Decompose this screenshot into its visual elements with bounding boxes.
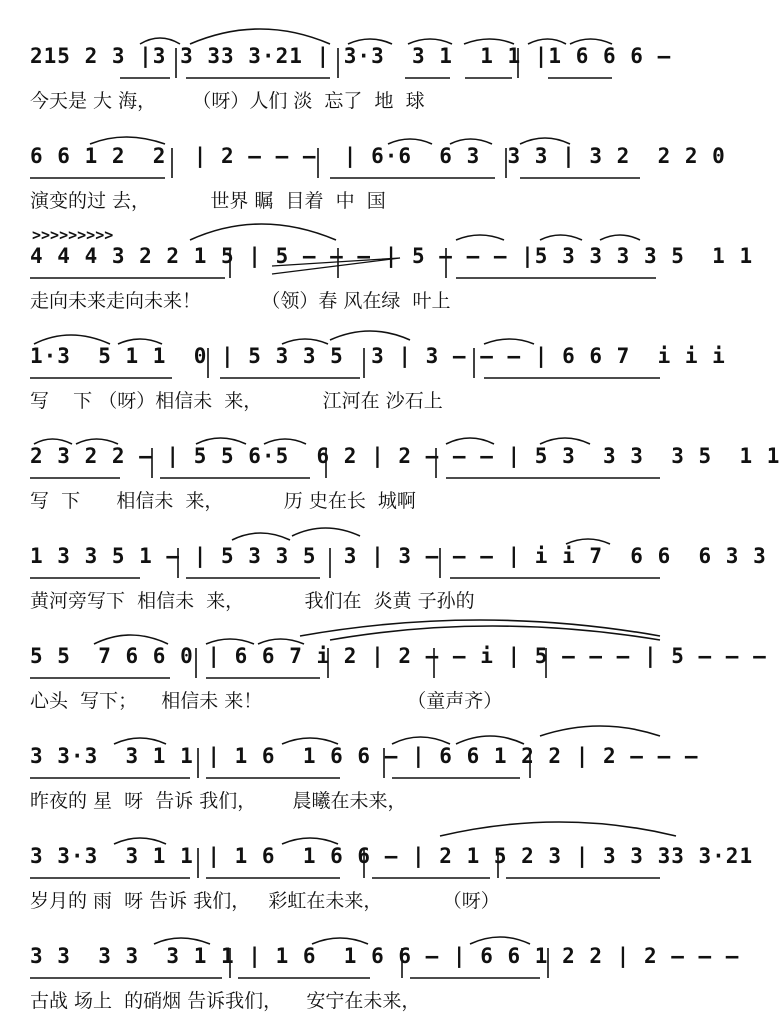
notes-line: 3 3·3 3 1 1 | 1 6 1 6 6 — | 6 6 1 2 2 | 2 — — —: [30, 744, 699, 768]
score-row-9: [0, 800, 754, 912]
lyric-line: 今天是 大 海， （呀）人们 淡 忘了 地 球: [30, 90, 425, 112]
score-row-10: [0, 900, 740, 1012]
lyric-line: 黄河旁写下 相信未 来， 我们在 炎黄 子孙的: [30, 590, 475, 612]
score-row-3: [0, 200, 754, 312]
score-row-8: [0, 700, 700, 812]
lyric-line: 昨夜的 星 呀 告诉 我们， 晨曦在未来，: [30, 790, 407, 812]
lyric-line: 心头 写下； 相信未 来！ （童声齐）: [30, 690, 503, 712]
score-row-5: [0, 400, 780, 512]
notes-line: 1 3 3 5 1 — | 5 3 3 5 3 | 3 — — — | i i 7 6 6 6 3 3: [30, 544, 767, 568]
lyric-line: 岁月的 雨 呀 告诉 我们， 彩虹在未来， （呀）: [30, 890, 500, 912]
notes-line: 1·3 5 1 1 0 | 5 3 3 5 3 | 3 — — — | 6 6 7 i i i: [30, 344, 726, 368]
notes-line: 4 4 4 3 2 2 1 5 | 5 — — — | 5 — — — |5 3 3 3 3 5 1 1: [30, 244, 754, 268]
notes-line: 2 3 2 2 — | 5 5 6·5 6 2 | 2 — — — | 5 3 3 3 3 5 1 1: [30, 444, 780, 468]
score-row-7: [0, 600, 767, 712]
svg-text:>>>>>>>>>: >>>>>>>>>: [32, 226, 114, 244]
notes-line: 5 5 7 6 6 0 | 6 6 7 i 2 | 2 — — i | 5 — — — | 5 — — —: [30, 644, 767, 668]
lyric-line: 走向未来走向未来！ （领）春 风在绿 叶上: [30, 290, 451, 312]
lyric-line: 写 下 （呀）相信未 来， 江河在 沙石上: [30, 390, 443, 412]
lyric-line: 写 下 相信未 来， 历 史在长 城啊: [30, 490, 416, 512]
score-row-1: [0, 0, 700, 112]
notes-line: 3 3·3 3 1 1 | 1 6 1 6 6 — | 2 1 5 2 3 | 3 3 33 3·21: [30, 844, 754, 868]
score-row-4: [0, 300, 726, 412]
score-row-2: [0, 100, 726, 212]
lyric-line: 演变的过 去， 世界 瞩 目着 中 国: [30, 190, 386, 212]
score-row-6: [0, 500, 767, 612]
lyric-line: 古战 场上 的硝烟 告诉我们， 安宁在未来，: [30, 990, 421, 1012]
notes-line: 215 2 3 |3 3 33 3·21 | 3·3 3 1 1 1 |1 6 6 6 —: [30, 44, 672, 68]
notes-line: 3 3 3 3 3 1 1 | 1 6 1 6 6 — | 6 6 1 2 2 | 2 — — —: [30, 944, 740, 968]
notes-line: 6 6 1 2 2 | 2 — — — | 6·6 6 3 3 3 | 3 2 2 2 0: [30, 144, 726, 168]
